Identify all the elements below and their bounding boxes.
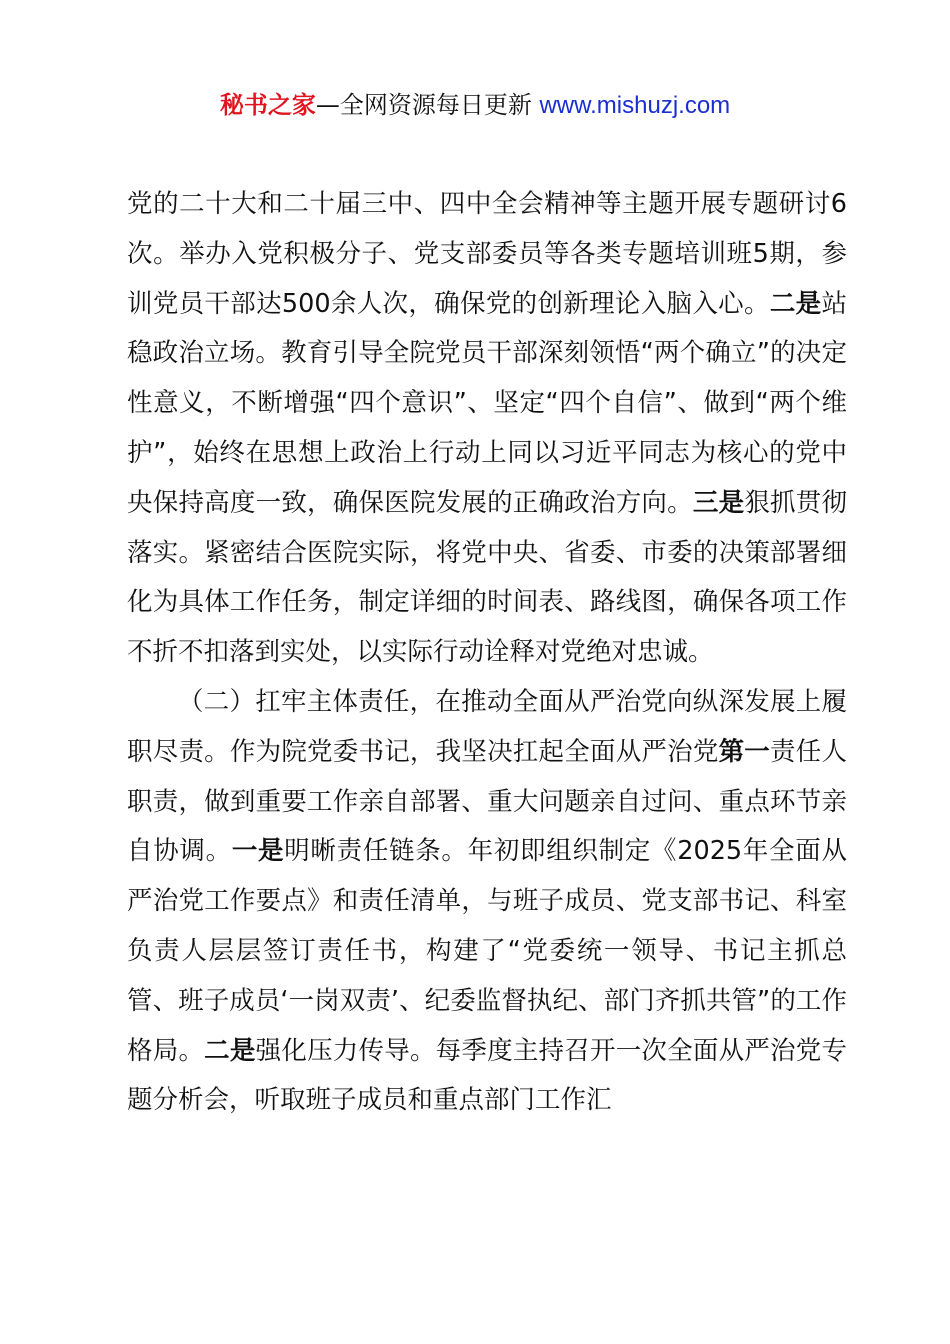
- text-run: 站稳政治立场。教育引导全院党员干部深刻领悟“两个确立”的决定性意义，不断增强“四个意识”、坚定“四个自信”、做到“两个维护”，始终在思想上政治上行动上同以习近平同志为核心的党中央保持高度一致，确保医院发展的正确政治方向。: [127, 288, 847, 518]
- bold-run-er-shi-2: 二是: [204, 1035, 256, 1066]
- site-url[interactable]: www.mishuzj.com: [539, 92, 731, 119]
- text-run: 明晰责任链条。年初即组织制定《2025年全面从严治党工作要点》和责任清单，与班子成员、党支部书记、科室负责人层层签订责任书，构建了“党委统一领导、书记主抓总管、班子成员‘一岗双责’、纪委监督执纪、部门齐抓共管”的工作格局。: [127, 836, 847, 1066]
- bold-run-di-yi: 第一: [718, 736, 771, 767]
- site-header: [0, 88, 950, 123]
- document-body: [127, 180, 847, 1126]
- brand-name: 秘书之家: [219, 91, 316, 119]
- text-run: 责任人职责，做到重要工作亲自部署、重大问题亲自过问、重点环节亲自协调。: [127, 736, 847, 867]
- paragraph-2: [127, 678, 847, 1126]
- header-tagline: —全网资源每日更新: [315, 91, 540, 119]
- text-run: 强化压力传导。每季度主持召开一次全面从严治党专题分析会，听取班子成员和重点部门工作汇: [127, 1035, 847, 1116]
- paragraph-1: [127, 180, 847, 678]
- bold-run-san-shi: 三是: [692, 487, 745, 518]
- bold-run-yi-shi: 一是: [231, 836, 285, 867]
- text-run: 党的二十大和二十届三中、四中全会精神等主题开展专题研讨6次。举办入党积极分子、党支部委员等各类专题培训班5期，参训党员干部达500余人次，确保党的创新理论入脑入心。: [127, 189, 847, 319]
- text-run: （二）扛牢主体责任，在推动全面从严治党向纵深发展上履职尽责。作为院党委书记，我坚决扛起全面从严治党: [127, 686, 847, 767]
- text-run: 狠抓贯彻落实。紧密结合医院实际，将党中央、省委、市委的决策部署细化为具体工作任务，制定详细的时间表、路线图，确保各项工作不折不扣落到实处，以实际行动诠释对党绝对忠诚。: [127, 487, 847, 668]
- bold-run-er-shi: 二是: [769, 288, 822, 319]
